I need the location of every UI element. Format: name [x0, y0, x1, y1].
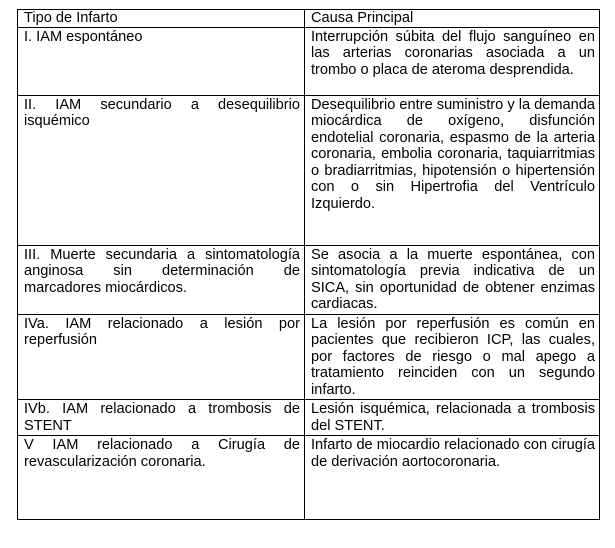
header-main-cause: Causa Principal: [305, 10, 600, 28]
table-row: [18, 27, 600, 95]
header-infarct-type: Tipo de Infarto: [18, 10, 305, 28]
main-cause-cell: La lesión por reperfusión es común en pacientes que recibieron ICP, las cuales, por factores de riesgo o mal apego a tratamiento reinciden con un segundo infarto.: [305, 314, 600, 400]
main-cause-cell: Se asocia a la muerte espontánea, con sintomatología previa indicativa de un SICA, sin oportunidad de obtener enzimas cardiacas.: [305, 245, 600, 314]
infarct-type-cell: III. Muerte secundaria a sintomatología anginosa sin determinación de marcadores miocárdicos.: [18, 245, 305, 314]
infarct-type-cell: IVa. IAM relacionado a lesión por reperfusión: [18, 314, 305, 400]
main-cause-cell: Infarto de miocardio relacionado con cirugía de derivación aortocoronaria.: [305, 436, 600, 520]
table-row: [18, 400, 600, 436]
infarct-type-cell: V IAM relacionado a Cirugía de revascularización coronaria.: [18, 436, 305, 520]
main-cause-cell: Desequilibrio entre suministro y la demanda miocárdica de oxígeno, disfunción endotelial coronaria, espasmo de la arteria coronaria, embolia coronaria, taquiarritmias o bradiarritmias, hipotensión o hipertensión con o sin Hipertrofia del Ventrículo Izquierdo.: [305, 95, 600, 245]
table-row: [18, 245, 600, 314]
main-cause-cell: Interrupción súbita del flujo sanguíneo en las arterias coronarias asociada a un trombo o placa de ateroma desprendida.: [305, 27, 600, 95]
main-cause-cell: Lesión isquémica, relacionada a trombosis del STENT.: [305, 400, 600, 436]
infarct-type-table: [17, 9, 600, 520]
infarct-type-cell: II. IAM secundario a desequilibrio isquémico: [18, 95, 305, 245]
infarct-type-cell: I. IAM espontáneo: [18, 27, 305, 95]
table-row: [18, 436, 600, 520]
infarct-type-cell: IVb. IAM relacionado a trombosis de STENT: [18, 400, 305, 436]
table-header-row: [18, 10, 600, 28]
table-row: [18, 314, 600, 400]
table-row: [18, 95, 600, 245]
